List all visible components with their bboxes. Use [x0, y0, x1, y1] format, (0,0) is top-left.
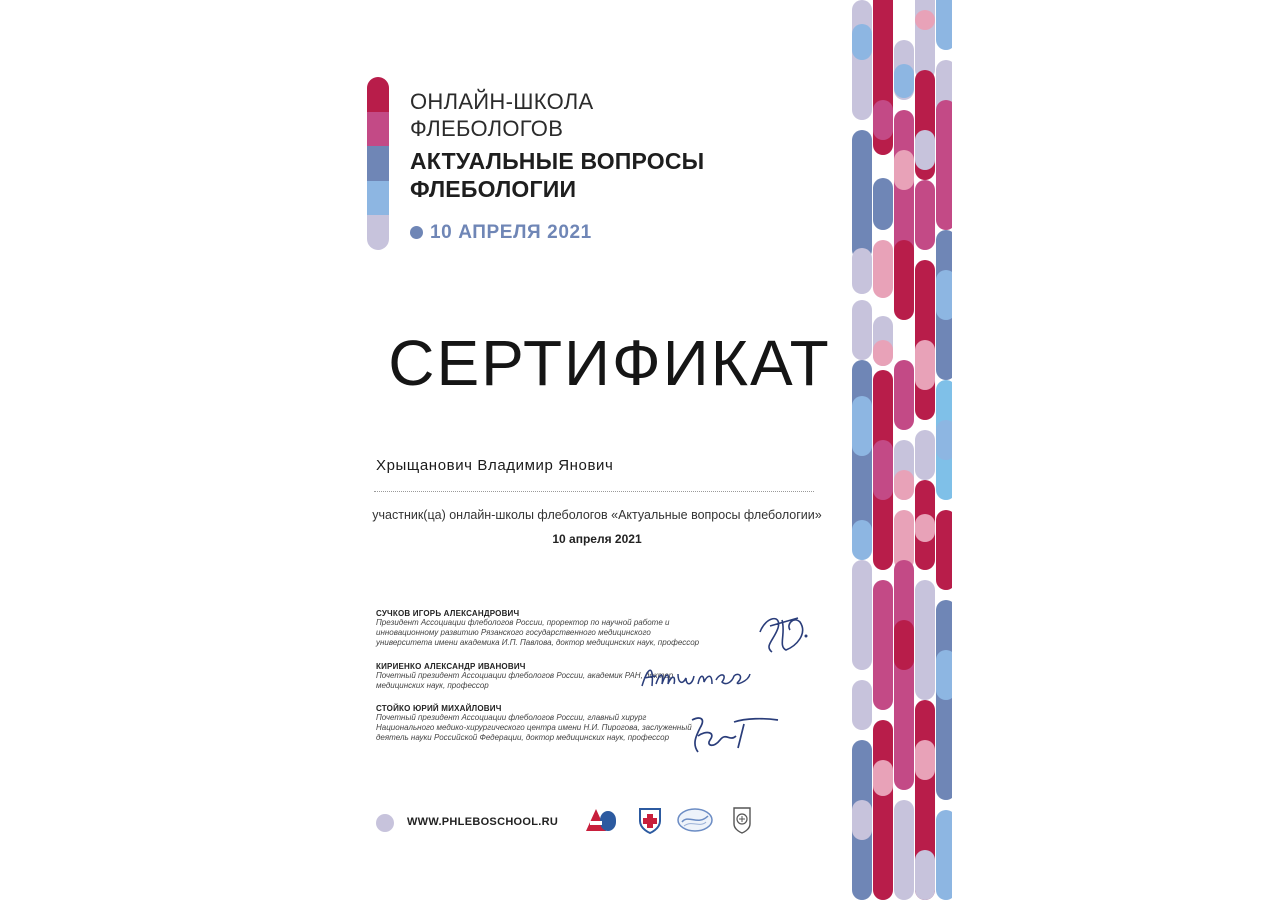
- signature-suchkov: [752, 606, 812, 658]
- stripe-pill: [894, 64, 914, 98]
- header-date: 10 АПРЕЛЯ 2021: [430, 222, 592, 243]
- stripe-pill: [936, 270, 952, 320]
- stripe-pill: [894, 560, 914, 790]
- stripe-column: [894, 0, 914, 900]
- seal-logo-icon: [730, 805, 754, 835]
- stripe-pill: [936, 0, 952, 50]
- school-name-line2: ФЛЕБОЛОГОВ: [410, 116, 564, 141]
- stripe-pill: [852, 24, 872, 60]
- stripe-pill: [894, 800, 914, 900]
- participant-text: участник(ца) онлайн-школы флебологов «Актуальные вопросы флебологии»: [372, 508, 822, 522]
- stripe-pill: [852, 0, 872, 120]
- stripe-column: [936, 0, 952, 900]
- stripe-pill: [873, 240, 893, 298]
- stripe-pill: [894, 360, 914, 430]
- stripe-pill: [894, 470, 914, 500]
- stripe-pill: [894, 240, 914, 320]
- signer-name: СТОЙКО ЮРИЙ МИХАЙЛОВИЧ: [376, 704, 502, 713]
- stripe-pill: [915, 180, 935, 250]
- recipient-name: Хрыщанович Владимир Янович: [376, 457, 614, 474]
- stripe-pill: [915, 10, 935, 30]
- stripe-pill: [873, 760, 893, 796]
- header-color-bar: [367, 77, 389, 250]
- signer-block: [376, 609, 706, 648]
- stripe-pill: [936, 100, 952, 230]
- stripe-pill: [936, 420, 952, 460]
- stripe-pill: [915, 580, 935, 700]
- topic-line1: АКТУАЛЬНЫЕ ВОПРОСЫ: [410, 148, 705, 174]
- stripe-pill: [915, 340, 935, 390]
- stripe-pill: [873, 100, 893, 140]
- name-underline: [374, 491, 814, 492]
- stripe-pill: [894, 150, 914, 190]
- signer-description: Почетный президент Ассоциации флебологов России, главный хирург Национального медико-хирургического центра имени Н.И. Пирогова, заслуженный деятель науки Российской Федерации, доктор медицинских наук, профессор: [376, 713, 692, 742]
- date-bullet: [410, 226, 423, 239]
- stripe-pill: [852, 300, 872, 360]
- stripe-pill: [915, 430, 935, 480]
- stripe-pill: [852, 248, 872, 294]
- stripe-pill: [915, 514, 935, 542]
- website-link[interactable]: WWW.PHLEBOSCHOOL.RU: [407, 816, 559, 828]
- event-date: 10 апреля 2021: [552, 532, 642, 546]
- stripe-pill: [852, 560, 872, 670]
- stripe-pill: [852, 130, 872, 260]
- stripe-pill: [873, 178, 893, 230]
- signer-name: КИРИЕНКО АЛЕКСАНДР ИВАНОВИЧ: [376, 662, 526, 671]
- stripe-pill: [873, 720, 893, 900]
- signer-description: Президент Ассоциации флебологов России, проректор по научной работе и инновационному развитию Рязанского государственного медицинского университета имени академика И.П. Павлова, доктор медицинских наук, профессор: [376, 618, 700, 647]
- afr-logo-icon: [584, 807, 620, 833]
- stripe-pill: [852, 800, 872, 840]
- stripe-pill: [873, 440, 893, 500]
- stripe-pill: [894, 620, 914, 670]
- stripe-pill: [936, 510, 952, 590]
- society-logo-icon: [676, 806, 714, 834]
- stripe-pill: [873, 580, 893, 710]
- stripe-pill: [873, 340, 893, 366]
- stripe-pill: [936, 650, 952, 700]
- stripe-pill: [852, 680, 872, 730]
- signer-description: Почетный президент Ассоциации флебологов России, академик РАН, доктор медицинских наук, профессор: [376, 671, 674, 690]
- decorative-stripes: [852, 0, 952, 900]
- signer-name: СУЧКОВ ИГОРЬ АЛЕКСАНДРОВИЧ: [376, 609, 520, 618]
- stripe-pill: [852, 396, 872, 456]
- stripe-pill: [936, 810, 952, 900]
- school-name-line1: ОНЛАЙН-ШКОЛА: [410, 89, 594, 114]
- stripe-column: [852, 0, 872, 900]
- signature-kirienko: [638, 660, 753, 694]
- stripe-column: [873, 0, 893, 900]
- ministry-logo-icon: [636, 805, 664, 835]
- stripe-pill: [915, 130, 935, 170]
- stripe-column: [915, 0, 935, 900]
- stripe-pill: [936, 600, 952, 800]
- signature-stoiko: [686, 712, 782, 760]
- stripe-pill: [852, 520, 872, 560]
- footer-bullet: [376, 814, 394, 832]
- certificate-title: СЕРТИФИКАТ: [388, 327, 831, 399]
- topic-line2: ФЛЕБОЛОГИИ: [410, 176, 577, 202]
- signer-block: [376, 704, 706, 743]
- stripe-pill: [915, 850, 935, 900]
- stripe-pill: [915, 740, 935, 780]
